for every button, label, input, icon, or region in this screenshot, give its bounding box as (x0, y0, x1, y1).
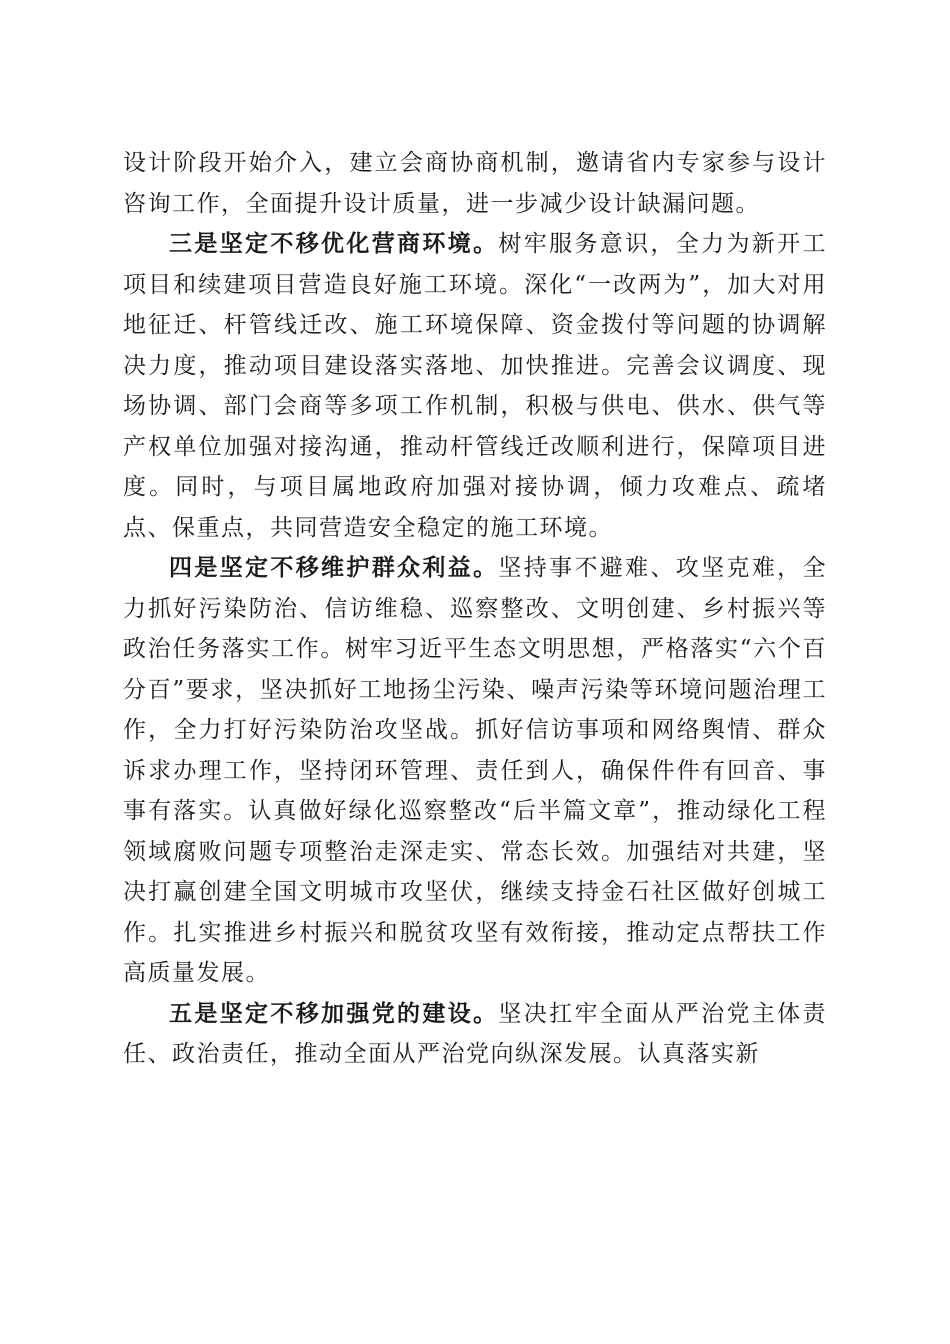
paragraph-text: 坚持事不避难、攻坚克难，全力抓好污染防治、信访维稳、巡察整改、文明创建、乡村振兴等政治任务落实工作。树牢习近平生态文明思想，严格落实“六个百分百”要求，坚决抓好工地扬尘污染、噪声污染等环境问题治理工作，全力打好污染防治攻坚战。抓好信访事项和网络舆情、群众诉求办理工作，坚持闭环管理、责任到人，确保件件有回音、事事有落实。认真做好绿化巡察整改“后半篇文章”，推动绿化工程领域腐败问题专项整治走深走实、常态长效。加强结对共建，坚决打赢创建全国文明城市攻坚伏，继续支持金石社区做好创城工作。扎实推进乡村振兴和脱贫攻坚有效衔接，推动定点帮扶工作高质量发展。 (123, 555, 828, 986)
paragraph-business-environment (123, 224, 827, 548)
paragraph-party-building (123, 994, 827, 1075)
paragraph-text: 设计阶段开始介入，建立会商协商机制，邀请省内专家参与设计咨询工作，全面提升设计质量，进一步减少设计缺漏问题。 (123, 150, 827, 217)
paragraph-public-interest (123, 548, 827, 994)
paragraph-lead: 三是坚定不移优化营商环境。 (169, 230, 499, 257)
paragraph-lead: 四是坚定不移维护群众利益。 (169, 554, 499, 581)
paragraph-design-continued (123, 143, 827, 224)
paragraph-lead: 五是坚定不移加强党的建设。 (169, 999, 499, 1027)
paragraph-text: 坚决扛牢全面从严治党主体责任、政治责任，推动全面从严治党向纵深发展。认真落实新 (123, 1000, 828, 1067)
paragraph-text: 树牢服务意识，全力为新开工项目和续建项目营造良好施工环境。深化“一改两为”，加大对用地征迁、杆管线迁改、施工环境保障、资金拨付等问题的协调解决力度，推动项目建设落实落地、加快推进。完善会议调度、现场协调、部门会商等多项工作机制，积极与供电、供水、供气等产权单位加强对接沟通，推动杆管线迁改顺利进行，保障项目进度。同时，与项目属地政府加强对接协调，倾力攻难点、疏堵点、保重点，共同营造安全稳定的施工环境。 (123, 231, 828, 541)
document-body (123, 143, 827, 1075)
